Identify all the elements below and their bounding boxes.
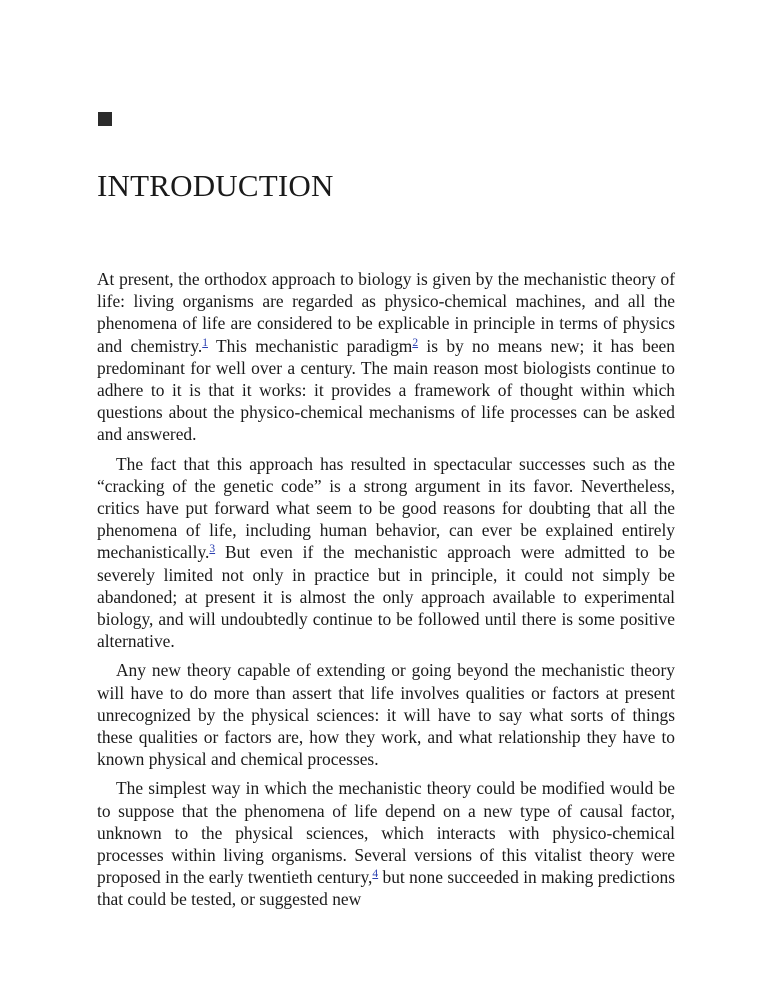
footnote-link-1[interactable]: 1 — [202, 336, 208, 349]
paragraph-1 — [97, 268, 675, 446]
body-text — [97, 268, 675, 918]
paragraph-4 — [97, 777, 675, 910]
footnote-link-2[interactable]: 2 — [412, 336, 419, 349]
paragraph-2 — [97, 453, 675, 653]
text-run: This mechanistic paradigm — [207, 335, 413, 356]
paragraph-3 — [97, 659, 675, 770]
text-run: is by no means new; it has been predominant for well over a century. The main reason most biologists continue to adhere to it is that it works: it provides a framework of thought within which questions about the physico-chemical mechanisms of life processes can be asked and answered. — [97, 335, 675, 445]
chapter-title: INTRODUCTION — [97, 168, 334, 203]
text-run: Any new theory capable of extending or going beyond the mechanistic theory will have to do more than assert that life involves qualities or factors at present unrecognized by the physical sciences: it will have to say what sorts of things these qualities or factors are, how they work, and what relationship they have to known physical and chemical processes. — [97, 660, 675, 770]
text-run: The simplest way in which the mechanistic theory could be modified would be to suppose that the phenomena of life depend on a new type of causal factor, unknown to the physical sciences, which interacts with physico-chemical processes within living organisms. Several versions of this vitalist theory were proposed in the early twentieth century, — [97, 778, 675, 888]
footnote-link-4[interactable]: 4 — [372, 868, 379, 881]
chapter-marker-square — [98, 112, 112, 126]
text-run: but none succeeded in making predictions that could be tested, or suggested new — [97, 867, 675, 910]
text-run: But even if the mechanistic approach were admitted to be severely limited not only in practice but in principle, it could not simply be abandoned; at present it is almost the only approach available to experimental biology, and will undoubtedly continue to be followed until there is some positive alternative. — [97, 542, 675, 652]
footnote-link-3[interactable]: 3 — [209, 543, 216, 556]
text-run: The fact that this approach has resulted in spectacular successes such as the “cracking of the genetic code” is a strong argument in its favor. Nevertheless, critics have put forward what seem to be good reasons for doubting that all the phenomena of life, including human behavior, can ever be explained entirely mechanistically. — [97, 453, 675, 563]
text-run: At present, the orthodox approach to biology is given by the mechanistic theory of life: living organisms are regarded as physico-chemical machines, and all the phenomena of life are considered to be explicable in principle in terms of physics and chemistry. — [97, 269, 675, 356]
